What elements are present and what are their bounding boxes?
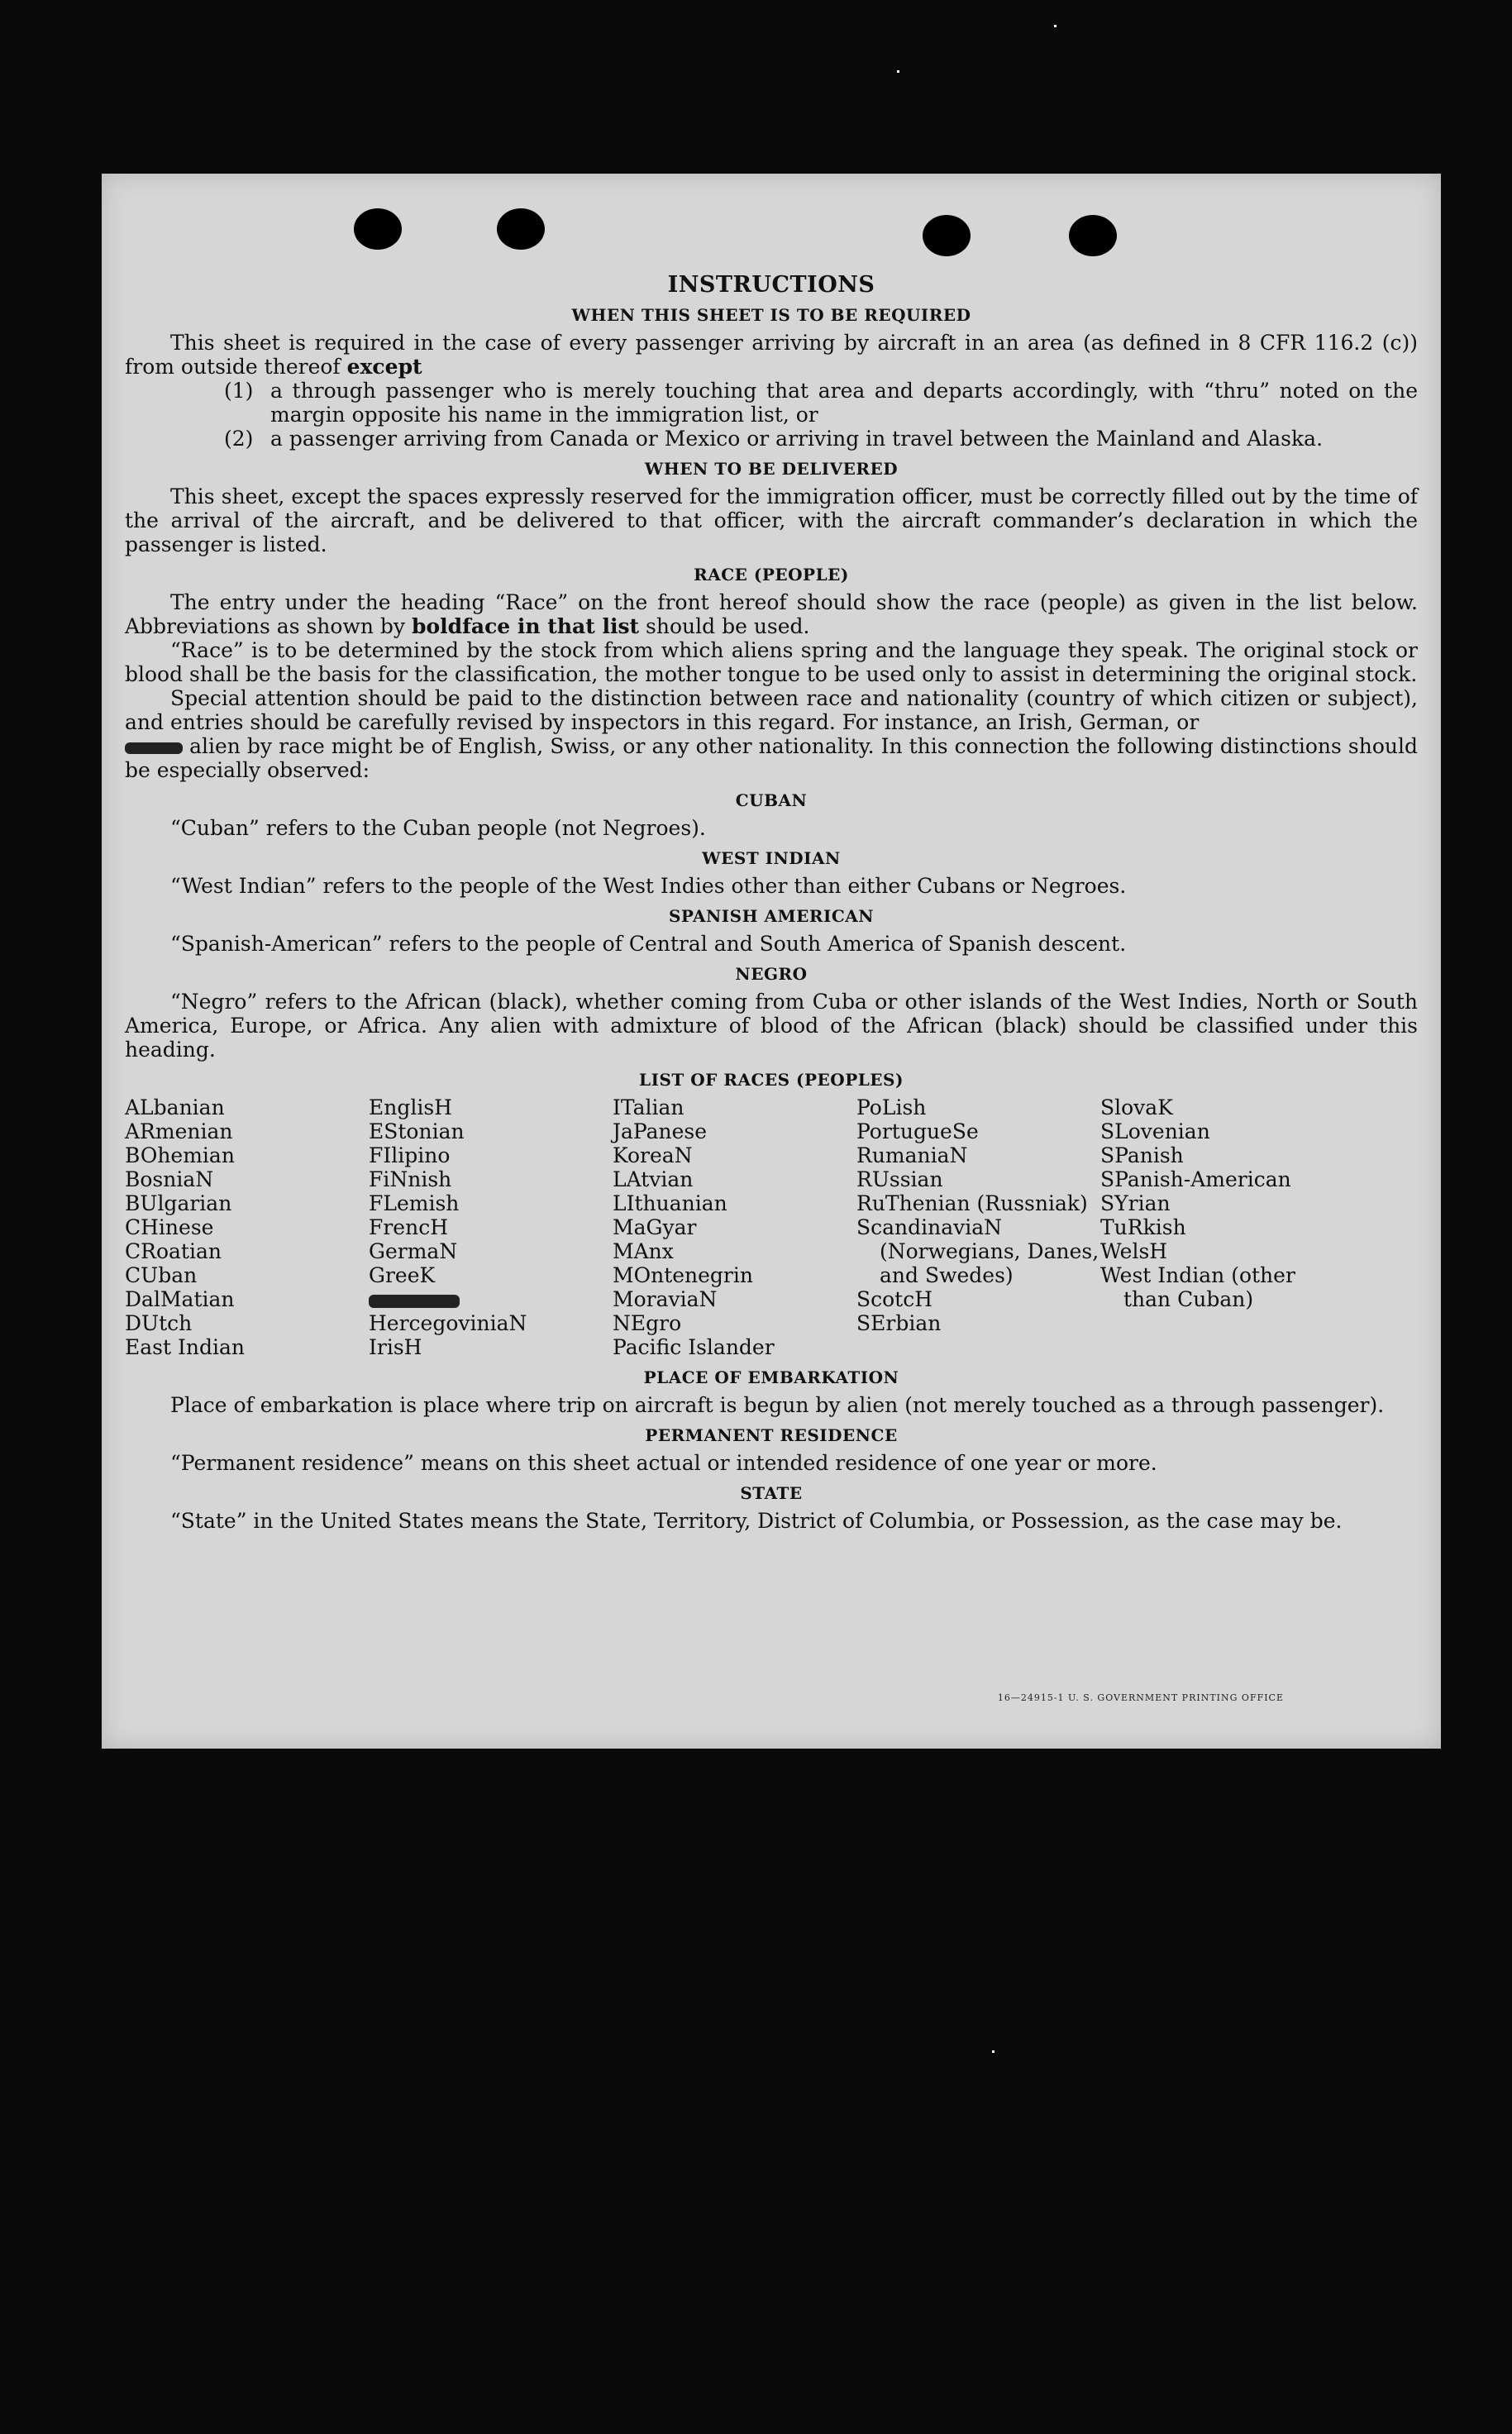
race-item: SLovenian	[1100, 1119, 1210, 1143]
section-heading-place-of-embarkation: PLACE OF EMBARKATION	[643, 1367, 899, 1387]
race-item: WelsH	[1100, 1239, 1168, 1263]
race-item: CRoatian	[125, 1239, 222, 1263]
race-item: GreeK	[369, 1263, 436, 1287]
redaction-mark	[125, 742, 183, 754]
race-item: EStonian	[369, 1119, 465, 1143]
negro-text: “Negro” refers to the African (black), whether coming from Cuba or other islands of the West Indies, North or South America, Europe, or Africa. Any alien with admixture of blood of the African (black) should be classified under this heading.	[125, 990, 1418, 1062]
state-text: “State” in the United States means the State, Territory, District of Columbia, or Possession, as the case may be.	[170, 1509, 1343, 1533]
section-heading-west-indian: WEST INDIAN	[702, 848, 841, 868]
when-delivered-text: This sheet, except the spaces expressly reserved for the immigration officer, must be correctly filled out by the time of the arrival of the aircraft, and be delivered to that officer, with the aircraft commander’s declaration in which the passenger is listed.	[125, 484, 1418, 556]
race-item: IrisH	[369, 1335, 422, 1359]
race-item: ITalian	[613, 1095, 684, 1119]
section-heading-negro: NEGRO	[735, 964, 808, 984]
section-heading-race: RACE (PEOPLE)	[694, 565, 849, 585]
when-required-intro: This sheet is required in the case of every passenger arriving by aircraft in an area (as defined in 8 CFR 116.2 (c)) from outside thereof except	[125, 331, 1418, 379]
race-item: DalMatian	[125, 1287, 235, 1311]
instructions-content	[125, 273, 1418, 1533]
race-column	[613, 1095, 856, 1359]
race-paragraph-1: The entry under the heading “Race” on the front hereof should show the race (people) as given in the list below. Abbreviations as shown by boldface in that list should be used.	[125, 590, 1418, 638]
exception-item: (1) a through passenger who is merely touching that area and departs accordingly, with “thru” noted on the margin opposite his name in the immigration list, or	[224, 379, 1418, 427]
race-item-redacted	[369, 1287, 613, 1311]
race-item: FLemish	[369, 1191, 460, 1215]
printing-office-code: 16—24915-1 U. S. GOVERNMENT PRINTING OFFICE	[997, 1692, 1284, 1703]
race-item: MOntenegrin	[613, 1263, 753, 1287]
race-item: SPanish	[1100, 1143, 1184, 1167]
race-item: TuRkish	[1100, 1215, 1186, 1239]
spanish-american-text: “Spanish-American” refers to the people of Central and South America of Spanish descent.	[170, 932, 1127, 956]
race-paragraph-2: “Race” is to be determined by the stock from which aliens spring and the language they speak. The original stock or blood shall be the basis for the classification, the mother tongue to be used only to assist in determining the original stock.	[125, 638, 1418, 686]
race-item: MAnx	[613, 1239, 674, 1263]
race-item: MoraviaN	[613, 1287, 718, 1311]
race-item: Pacific Islander	[613, 1335, 775, 1359]
race-item: PortugueSe	[856, 1119, 979, 1143]
race-item: LAtvian	[613, 1167, 694, 1191]
race-item: SErbian	[856, 1311, 942, 1335]
punch-hole	[497, 208, 545, 250]
race-item: PoLish	[856, 1095, 927, 1119]
race-item: MaGyar	[613, 1215, 697, 1239]
race-item: SPanish-American	[1100, 1167, 1291, 1191]
race-item: BOhemian	[125, 1143, 235, 1167]
race-item: JaPanese	[613, 1119, 708, 1143]
race-column	[125, 1095, 369, 1359]
race-list	[125, 1095, 1418, 1359]
race-item: GermaN	[369, 1239, 458, 1263]
punch-hole	[354, 208, 402, 250]
race-item: ScotcH	[856, 1287, 933, 1311]
film-speck	[992, 2050, 994, 2053]
exception-item: (2) a passenger arriving from Canada or Mexico or arriving in travel between the Mainland and Alaska.	[224, 427, 1324, 451]
film-speck	[1054, 25, 1056, 27]
race-item: RumaniaN	[856, 1143, 968, 1167]
race-item: SlovaK	[1100, 1095, 1173, 1119]
punch-hole	[923, 215, 971, 256]
race-item: CHinese	[125, 1215, 214, 1239]
race-column	[856, 1095, 1100, 1359]
punch-hole	[1069, 215, 1117, 256]
race-item: HercegoviniaN	[369, 1311, 527, 1335]
race-item: FrencH	[369, 1215, 448, 1239]
race-item: FiNnish	[369, 1167, 452, 1191]
race-item: DUtch	[125, 1311, 193, 1335]
race-item: ARmenian	[125, 1119, 233, 1143]
race-item: SYrian	[1100, 1191, 1171, 1215]
race-item: KoreaN	[613, 1143, 693, 1167]
race-item: NEgro	[613, 1311, 682, 1335]
race-item: ScandinaviaN (Norwegians, Danes, and Swedes)	[856, 1215, 1099, 1287]
west-indian-text: “West Indian” refers to the people of the West Indies other than either Cubans or Negroes.	[170, 874, 1127, 898]
race-item: CUban	[125, 1263, 198, 1287]
section-heading-when-required: WHEN THIS SHEET IS TO BE REQUIRED	[571, 305, 971, 325]
race-item: RUssian	[856, 1167, 943, 1191]
race-item: ALbanian	[125, 1095, 225, 1119]
film-speck	[897, 70, 899, 73]
section-heading-list-of-races: LIST OF RACES (PEOPLES)	[639, 1070, 904, 1090]
race-item: RuThenian (Russniak)	[856, 1191, 1088, 1215]
redaction-mark	[369, 1295, 460, 1308]
race-paragraph-3: Special attention should be paid to the distinction between race and nationality (country of which citizen or subject), and entries should be carefully revised by inspectors in this regard. For instance, an Irish, German, or alien by race might be of English, Swiss, or any other nationality. In this connection the following distinctions should be especially observed:	[125, 686, 1418, 782]
race-item: EnglisH	[369, 1095, 452, 1119]
section-heading-cuban: CUBAN	[735, 790, 808, 810]
section-heading-spanish-american: SPANISH AMERICAN	[668, 906, 875, 926]
cuban-text: “Cuban” refers to the Cuban people (not Negroes).	[170, 816, 706, 840]
permanent-residence-text: “Permanent residence” means on this sheet actual or intended residence of one year or more.	[170, 1451, 1157, 1475]
race-item: BosniaN	[125, 1167, 214, 1191]
race-item: LIthuanian	[613, 1191, 727, 1215]
section-heading-when-delivered: WHEN TO BE DELIVERED	[644, 459, 899, 479]
page-title: INSTRUCTIONS	[667, 272, 875, 298]
race-item: East Indian	[125, 1335, 245, 1359]
race-column	[369, 1095, 613, 1359]
race-item: West Indian (other than Cuban)	[1100, 1263, 1295, 1311]
race-item: BUlgarian	[125, 1191, 232, 1215]
race-column	[1100, 1095, 1344, 1359]
section-heading-permanent-residence: PERMANENT RESIDENCE	[645, 1425, 898, 1445]
place-of-embarkation-text: Place of embarkation is place where trip on aircraft is begun by alien (not merely touched as a through passenger).	[170, 1393, 1385, 1417]
race-item: FIlipino	[369, 1143, 451, 1167]
section-heading-state: STATE	[740, 1483, 803, 1503]
document-page	[102, 174, 1441, 1749]
